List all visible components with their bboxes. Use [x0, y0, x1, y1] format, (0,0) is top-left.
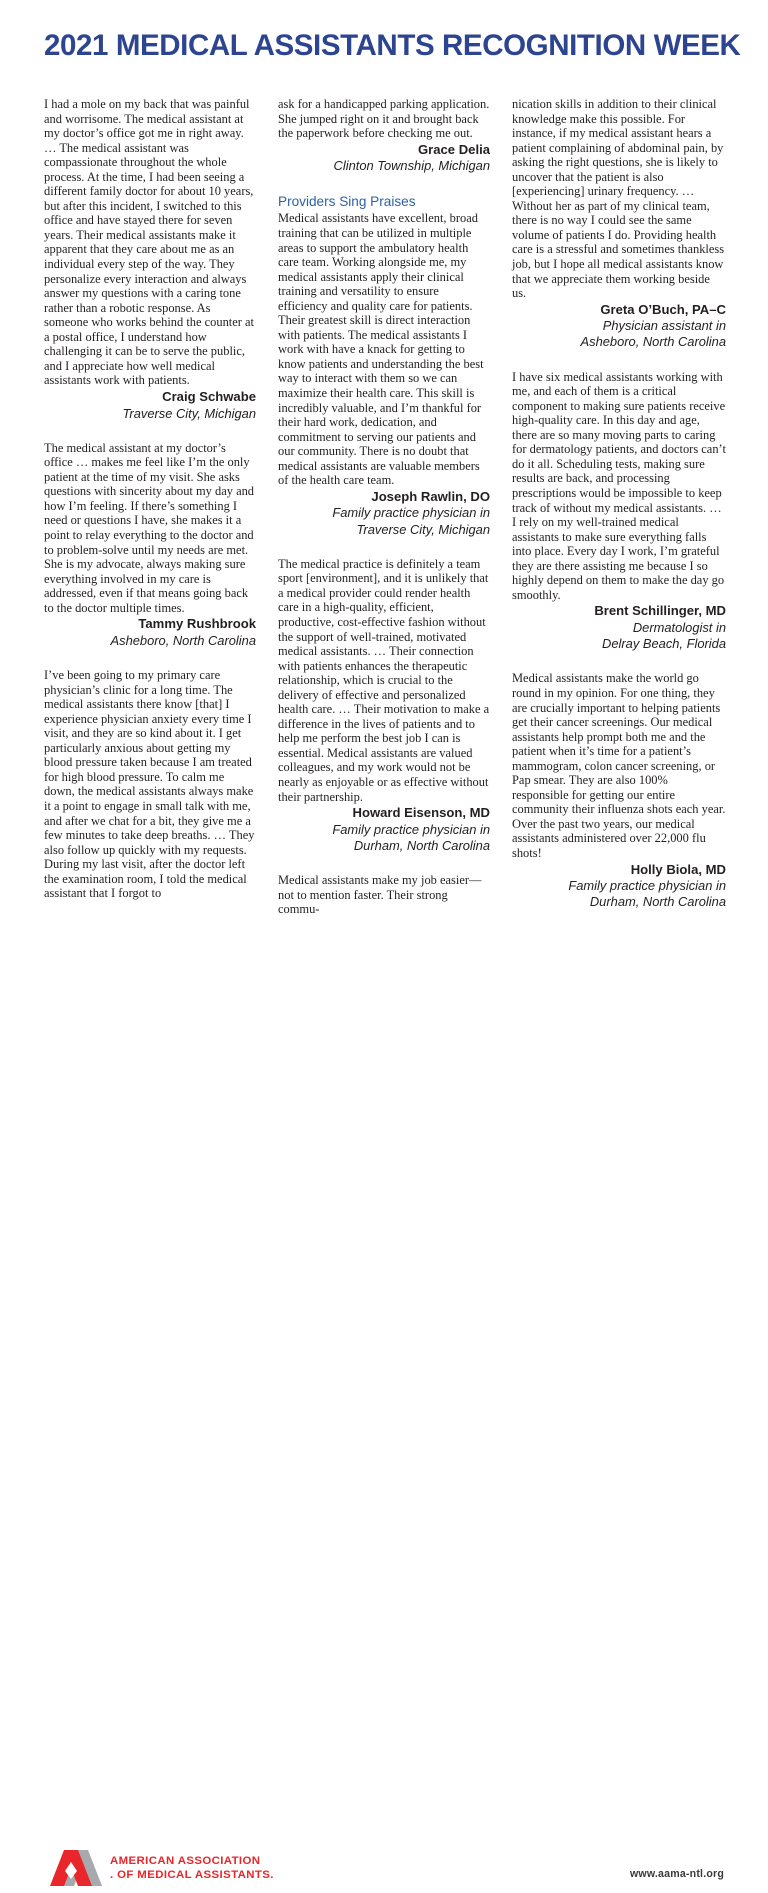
aama-logo-text — [110, 1854, 274, 1882]
block-spacer — [278, 174, 490, 193]
block-spacer — [278, 854, 490, 873]
page-title: 2021 MEDICAL ASSISTANTS RECOGNITION WEEK — [44, 29, 741, 62]
attribution-role: Dermatologist in Delray Beach, Florida — [602, 620, 726, 652]
block-spacer — [278, 538, 490, 557]
quote-text: I’ve been going to my primary care physician’s clinic for a long time. The medical assistants there know [that] I experience physician anxiety every time I visit, and they are so kind about it. I get particularly anxious about getting my blood pressure taken because I am treated for high blood pressure. To calm me down, the medical assistants always make it a point to engage in small talk with me, and after we chat for a bit, they give me a few minutes to take deep breaths. … They also follow up quickly with my requests. During my last visit, after the doctor left the examination room, I told the medical assistant that I forgot to — [44, 668, 255, 901]
attribution-role: Clinton Township, Michigan — [333, 158, 490, 174]
quote-text: Medical assistants make the world go round in my opinion. For one thing, they are crucially important to helping patients get their cancer screenings. Our medical assistants help prompt both me and the patient when it’s time for a patient’s mammogram, colon cancer screening, or Pap smear. They are also 100% responsible for getting our entire community their influenza shots each year. Over the past two years, our medical assistants administered over 22,000 flu shots! — [512, 671, 726, 860]
aama-logo-line2: . OF MEDICAL ASSISTANTS. — [110, 1869, 274, 1881]
quote-text: I had a mole on my back that was painful and worrisome. The medical assistant at my doctor’s office got me in right away. … The medical assistant was compassionate throughout the whole process. At the time, I had been seeing a different family doctor for about 10 years, but after this incident, I switched to this office and have stayed there for seven years. Their medical assistants make it apparent that they care about me as an individual every step of the way. They personalize every interaction and always answer my questions with a caring tone rather than a robotic response. As someone who works behind the counter at a postal office, I understand how challenging it can be to serve the public, and I appreciate how well medical assistants work with patients. — [44, 97, 255, 388]
attribution-name: Grace Delia — [417, 141, 490, 157]
attribution-name: Brent Schillinger, MD — [594, 603, 726, 619]
block-spacer — [44, 422, 256, 441]
block-spacer — [512, 652, 726, 671]
column-1 — [44, 97, 256, 907]
footer-url[interactable]: www.aama-ntl.org — [629, 1868, 724, 1880]
quote-text: I have six medical assistants working with me, and each of them is a critical component to making sure patients receive high-quality care. In this day and age, there are so many moving parts to caring for dermatology patients, and doctors can’t do it all. Scheduling tests, making sure results are back, and processing prescriptions would be impossible to keep track of without my medical assistants. … I rely on my well-trained medical assistants to make sure everything falls into place. Every day I work, I’m grateful they are there assisting me because I so highly depend on them to make the day go smoothly. — [512, 369, 726, 602]
attribution-name: Howard Eisenson, MD — [352, 805, 490, 821]
block-spacer — [44, 649, 256, 668]
attribution-role: Family practice physician in Traverse City, Michigan — [332, 505, 490, 537]
attribution-role: Traverse City, Michigan — [122, 405, 256, 421]
attribution-name: Tammy Rushbrook — [138, 616, 256, 632]
attribution-role: Asheboro, North Carolina — [110, 632, 256, 648]
quote-text: Medical assistants have excellent, broad training that can be utilized in multiple areas to support the ambulatory health care team. Working alongside me, my medical assistants apply their clinical training and versatility to ensure efficiency and quality care for patients. Their greatest skill is direct interaction with patients. The medical assistants I work with have a knack for getting to know patients and understanding the best way to interact with them so we can maximize their health care. This skill is incredibly valuable, and I’m thankful for their hard work, dedication, and commitment to serving our patients and our community. There is no doubt that medical assistants are valuable members of the health care team. — [278, 211, 484, 488]
aama-logo-line1: AMERICAN ASSOCIATION — [110, 1854, 261, 1867]
page-footer — [0, 916, 768, 1881]
attribution-name: Greta O’Buch, PA–C — [600, 301, 726, 317]
article-columns — [44, 97, 726, 917]
attribution-role: Physician assistant in Asheboro, North Carolina — [580, 318, 726, 350]
attribution-role: Family practice physician in Durham, North Carolina — [568, 878, 726, 910]
quote-text: Medical assistants make my job easier—not to mention faster. Their strong commu- — [278, 873, 482, 917]
attribution-role: Family practice physician in Durham, North Carolina — [332, 821, 490, 853]
attribution-name: Joseph Rawlin, DO — [371, 488, 490, 504]
quote-text: The medical practice is definitely a team sport [environment], and it is unlikely that a medical provider could render health care in a high-quality, efficient, productive, cost-effective fashion without the support of well-trained, motivated medical assistants. … Their connection with patients enhances the therapeutic relationship, which is crucial to the delivery of effective and personalized health care. … Their motivation to make a difference in the lives of patients and to help me perform the best job I can is essential. Medical assistants are valued colleagues, and my work would not be nearly as enjoyable or as effective without their partnership. — [278, 556, 490, 804]
column-2 — [278, 97, 490, 917]
quote-text: ask for a handicapped parking application. She jumped right on it and brought back the paperwork before checking me out. — [278, 97, 490, 141]
quote-text: nication skills in addition to their clinical knowledge make this possible. For instance, if my medical assistant hears a patient complaining of abdominal pain, by asking the right questions, she is likely to uncover that the patient is also [experiencing] urinary frequency. … Without her as part of my clinical team, there is no way I could see the same volume of patients I do. Providing health care is a stressful and sometimes thankless job, but I hope all medical assistants know that we appreciate them working beside us. — [512, 97, 725, 301]
section-heading: Providers Sing Praises — [278, 194, 416, 210]
quote-text: The medical assistant at my doctor’s office … makes me feel like I’m the only patient at the time of my visit. She asks questions with sincerity about my day and how I’m feeling. If there’s something I need or questions I have, she makes it a point to relay everything to the doctor and to problem-solve until my needs are met. She is my advocate, always making sure everything involved in my care is addressed, even if that means going back to the doctor multiple times. — [44, 440, 255, 615]
attribution-name: Holly Biola, MD — [630, 861, 726, 877]
column-3 — [512, 97, 726, 910]
aama-logo-mark-icon — [50, 1848, 102, 1888]
title-area — [44, 29, 741, 62]
attribution-name: Craig Schwabe — [162, 388, 256, 404]
block-spacer — [512, 351, 726, 370]
aama-logo — [50, 1848, 274, 1888]
